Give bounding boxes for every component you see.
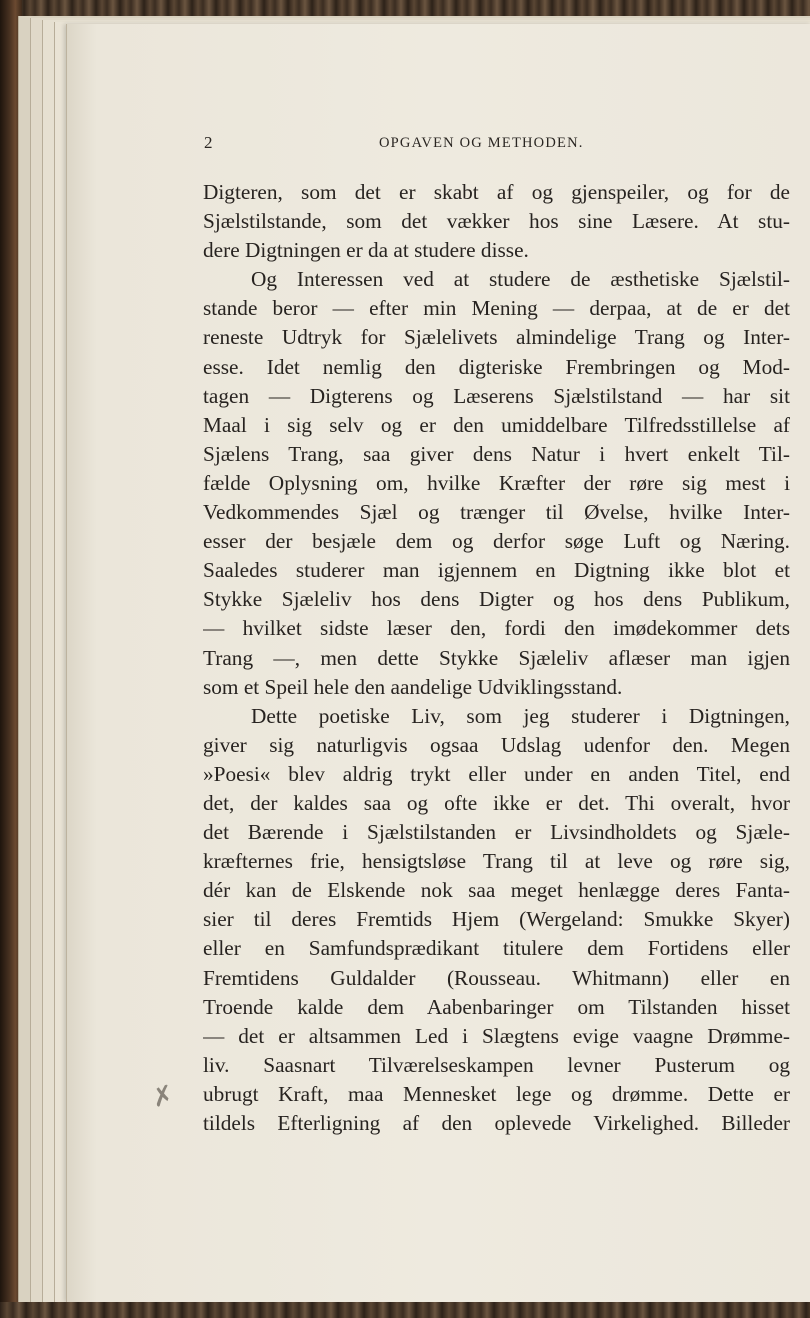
text-line: Sjælens Trang, saa giver dens Natur i hvert enkelt Til- — [203, 441, 790, 466]
text-line: ubrugt Kraft, maa Mennesket lege og drømme. Dette er — [203, 1081, 790, 1106]
text-line: sier til deres Fremtids Hjem (Wergeland: Smukke Skyer) — [203, 907, 790, 932]
text-line: esse. Idet nemlig den digteriske Frembringen og Mod- — [203, 354, 790, 379]
text-line: Saaledes studerer man igjennem en Digtning ikke blot et — [203, 558, 790, 583]
text-line: — det er altsammen Led i Slægtens evige vaagne Drømme- — [203, 1023, 790, 1048]
text-line: som et Speil hele den aandelige Udviklingsstand. — [203, 674, 623, 699]
text-line: Trang —, men dette Stykke Sjæleliv aflæser man igjen — [203, 645, 790, 670]
text-line: tildels Efterligning af den oplevede Virkelighed. Billeder — [203, 1111, 790, 1135]
text-line: stande beror — efter min Mening — derpaa, at de er det — [203, 296, 790, 321]
page-number: 2 — [204, 133, 213, 152]
text-line: Sjælstilstande, som det vækker hos sine Læsere. At stu- — [203, 209, 790, 234]
text-line: eller en Samfundsprædikant titulere dem Fortidens eller — [203, 936, 790, 961]
text-line: esser der besjæle dem og derfor søge Luft og Næring. — [203, 529, 790, 554]
body-text — [203, 178, 790, 1138]
text-line: Stykke Sjæleliv hos dens Digter og hos dens Publikum, — [203, 587, 790, 612]
text-line: »Poesi« blev aldrig trykt eller under en anden Titel, end — [203, 761, 790, 786]
book-cover-bottom-edge — [0, 1302, 810, 1318]
text-line: Fremtidens Guldalder (Rousseau. Whitmann) eller en — [203, 965, 790, 990]
text-line: Digteren, som det er skabt af og gjenspeiler, og for de — [203, 180, 790, 204]
text-line: det Bærende i Sjælstilstanden er Livsindholdets og Sjæle- — [203, 820, 790, 845]
text-line: dere Digtningen er da at studere disse. — [203, 238, 529, 263]
text-line: det, der kaldes saa og ofte ikke er det. Thi overalt, hvor — [203, 790, 790, 815]
text-line: fælde Oplysning om, hvilke Kræfter der røre sig mest i — [203, 470, 790, 495]
text-line: reneste Udtryk for Sjælelivets almindelige Trang og Inter- — [203, 325, 790, 350]
text-line: Dette poetiske Liv, som jeg studerer i Digtningen, — [251, 703, 790, 728]
text-line: kræfternes frie, hensigtsløse Trang til at leve og røre sig, — [203, 849, 790, 874]
text-line: liv. Saasnart Tilværelseskampen levner Pusterum og — [203, 1052, 790, 1077]
text-line: giver sig naturligvis ogsaa Udslag udenfor den. Megen — [203, 732, 790, 757]
text-line: tagen — Digterens og Læserens Sjælstilstand — har sit — [203, 383, 790, 408]
text-line: — hvilket sidste læser den, fordi den imødekommer dets — [203, 616, 790, 641]
text-line: Og Interessen ved at studere de æsthetiske Sjælstil- — [251, 267, 790, 292]
running-head — [204, 133, 788, 157]
pencil-cross-mark-icon: ✗ — [148, 1079, 178, 1115]
text-line: Troende kalde dem Aabenbaringer om Tilstanden hisset — [203, 994, 790, 1019]
text-line: Vedkommendes Sjæl og trænger til Øvelse, hvilke Inter- — [203, 500, 790, 525]
running-title: OPGAVEN OG METHODEN. — [379, 135, 584, 151]
text-line: Maal i sig selv og er den umiddelbare Tilfredsstillelse af — [203, 412, 790, 437]
text-line: dér kan de Elskende nok saa meget henlægge deres Fanta- — [203, 878, 790, 903]
